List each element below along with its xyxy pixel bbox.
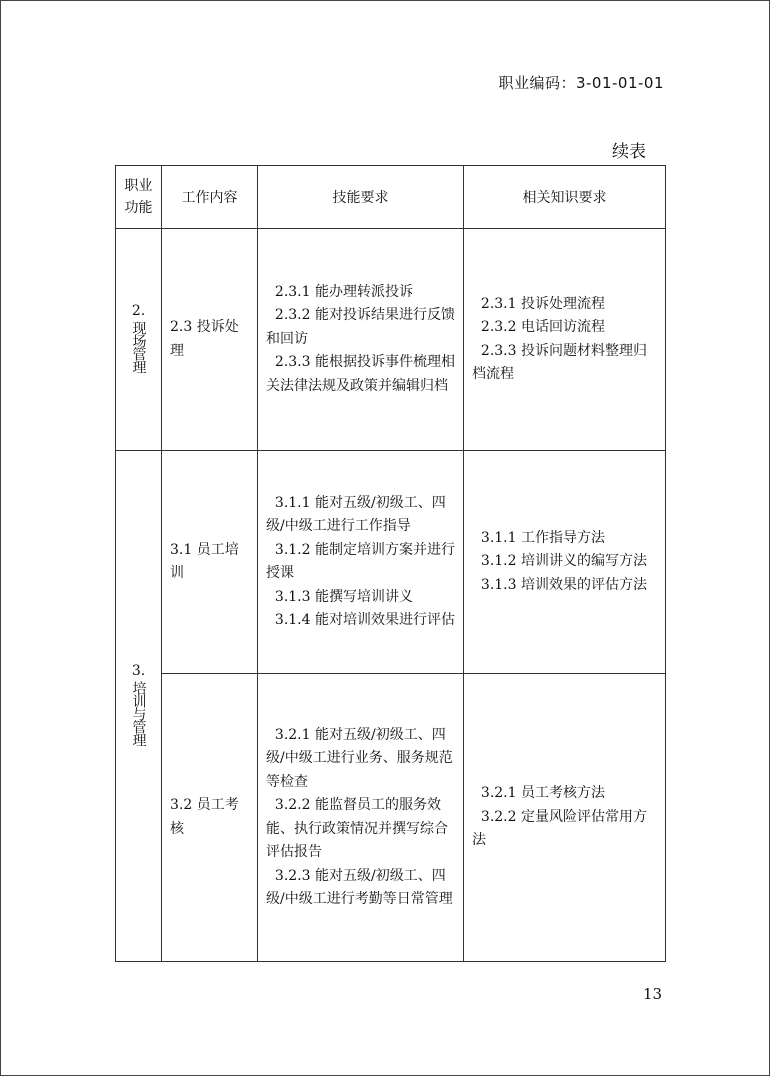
function-number: 3. <box>131 662 146 679</box>
table-row <box>116 229 666 451</box>
skill-item: 3.1.3 能撰写培训讲义 <box>266 588 413 605</box>
function-name: 培训与管理 <box>130 680 147 746</box>
page-number: 13 <box>643 985 663 1003</box>
skills-cell <box>258 674 464 962</box>
skill-item: 2.3.2 能对投诉结果进行反馈和回访 <box>266 307 455 347</box>
knowledge-item: 2.3.3 投诉问题材料整理归档流程 <box>472 342 647 382</box>
knowledge-item: 3.2.1 员工考核方法 <box>472 785 605 802</box>
header-knowledge: 相关知识要求 <box>464 166 666 229</box>
knowledge-item: 3.1.3 培训效果的评估方法 <box>472 576 647 593</box>
skill-item: 3.1.4 能对培训效果进行评估 <box>266 612 455 628</box>
function-cell <box>116 229 162 451</box>
table-row <box>116 451 666 674</box>
skill-item: 3.2.3 能对五级/初级工、四级/中级工进行考勤等日常管理 <box>266 867 453 907</box>
skills-cell <box>258 451 464 674</box>
skills-table <box>115 165 666 962</box>
skill-item: 3.1.1 能对五级/初级工、四级/中级工进行工作指导 <box>266 494 446 534</box>
knowledge-item: 3.2.2 定量风险评估常用方法 <box>472 808 647 849</box>
work-content: 3.1 员工培训 <box>162 451 258 674</box>
knowledge-cell <box>464 674 666 962</box>
function-cell <box>116 451 162 962</box>
header-skills: 技能要求 <box>258 166 464 229</box>
skill-item: 3.1.2 能制定培训方案并进行授课 <box>266 541 455 581</box>
knowledge-item: 3.1.2 培训讲义的编写方法 <box>472 553 647 570</box>
knowledge-cell <box>464 229 666 451</box>
skill-item: 2.3.1 能办理转派投诉 <box>266 283 413 300</box>
function-number: 2. <box>131 302 146 319</box>
occupation-code: 职业编码：3-01-01-01 <box>498 74 664 92</box>
skill-item: 2.3.3 能根据投诉事件梳理相关法律法规及政策并编辑归档 <box>266 354 455 394</box>
skills-cell <box>258 229 464 451</box>
header-work: 工作内容 <box>162 166 258 229</box>
skill-item: 3.2.1 能对五级/初级工、四级/中级工进行业务、服务规范等检查 <box>266 726 453 790</box>
skill-item: 3.2.2 能监督员工的服务效能、执行政策情况并撰写综合评估报告 <box>266 797 448 860</box>
function-name: 现场管理 <box>130 320 147 373</box>
header-function-label: 职业 功能 <box>124 178 153 216</box>
work-content: 3.2 员工考核 <box>162 674 258 962</box>
continued-label: 续表 <box>612 142 646 162</box>
table-row <box>116 674 666 962</box>
knowledge-item: 2.3.2 电话回访流程 <box>472 319 605 335</box>
table-header-row <box>116 166 666 229</box>
knowledge-item: 3.1.1 工作指导方法 <box>472 529 605 546</box>
work-content: 2.3 投诉处理 <box>162 229 258 451</box>
header-function <box>116 166 162 229</box>
knowledge-item: 2.3.1 投诉处理流程 <box>472 295 605 312</box>
knowledge-cell <box>464 451 666 674</box>
